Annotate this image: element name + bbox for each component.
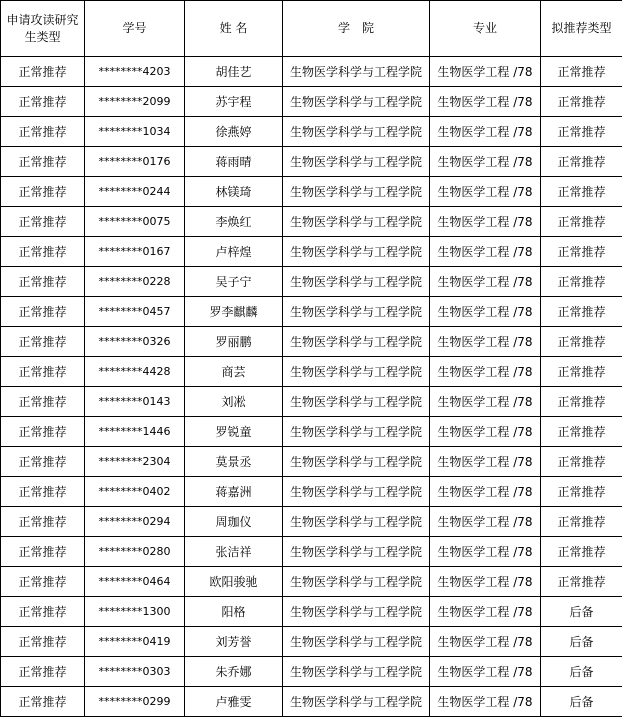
cell-school: 生物医学科学与工程学院 xyxy=(283,87,430,117)
cell-school: 生物医学科学与工程学院 xyxy=(283,147,430,177)
cell-school: 生物医学科学与工程学院 xyxy=(283,657,430,687)
cell-student-id: ********0419 xyxy=(85,627,185,657)
cell-name: 商芸 xyxy=(185,357,283,387)
cell-school: 生物医学科学与工程学院 xyxy=(283,477,430,507)
cell-major: 生物医学工程 /78 xyxy=(430,597,541,627)
cell-major: 生物医学工程 /78 xyxy=(430,237,541,267)
cell-school: 生物医学科学与工程学院 xyxy=(283,267,430,297)
table-row xyxy=(1,447,622,477)
cell-name: 刘芳誉 xyxy=(185,627,283,657)
cell-rec-type: 正常推荐 xyxy=(541,237,622,267)
cell-name: 阳格 xyxy=(185,597,283,627)
cell-major: 生物医学工程 /78 xyxy=(430,87,541,117)
cell-name: 徐燕婷 xyxy=(185,117,283,147)
cell-name: 莫景丞 xyxy=(185,447,283,477)
table-row xyxy=(1,57,622,87)
cell-name: 苏宇程 xyxy=(185,87,283,117)
cell-major: 生物医学工程 /78 xyxy=(430,417,541,447)
cell-apply-type: 正常推荐 xyxy=(1,387,85,417)
cell-apply-type: 正常推荐 xyxy=(1,507,85,537)
table-row xyxy=(1,597,622,627)
cell-major: 生物医学工程 /78 xyxy=(430,387,541,417)
cell-major: 生物医学工程 /78 xyxy=(430,147,541,177)
cell-rec-type: 正常推荐 xyxy=(541,267,622,297)
cell-student-id: ********0075 xyxy=(85,207,185,237)
table-row xyxy=(1,327,622,357)
header-name: 姓 名 xyxy=(185,1,283,57)
header-apply-type: 申请攻读研究生类型 xyxy=(1,1,85,57)
cell-rec-type: 正常推荐 xyxy=(541,537,622,567)
cell-apply-type: 正常推荐 xyxy=(1,537,85,567)
cell-apply-type: 正常推荐 xyxy=(1,117,85,147)
cell-major: 生物医学工程 /78 xyxy=(430,657,541,687)
table-header xyxy=(1,1,622,57)
table-row xyxy=(1,657,622,687)
cell-major: 生物医学工程 /78 xyxy=(430,357,541,387)
table-body xyxy=(1,57,622,717)
cell-rec-type: 正常推荐 xyxy=(541,567,622,597)
table-row xyxy=(1,267,622,297)
cell-name: 蒋嘉洲 xyxy=(185,477,283,507)
cell-student-id: ********2304 xyxy=(85,447,185,477)
cell-major: 生物医学工程 /78 xyxy=(430,327,541,357)
cell-name: 罗丽鹏 xyxy=(185,327,283,357)
cell-school: 生物医学科学与工程学院 xyxy=(283,537,430,567)
cell-name: 胡佳艺 xyxy=(185,57,283,87)
cell-apply-type: 正常推荐 xyxy=(1,627,85,657)
cell-major: 生物医学工程 /78 xyxy=(430,687,541,717)
cell-rec-type: 正常推荐 xyxy=(541,477,622,507)
cell-rec-type: 正常推荐 xyxy=(541,447,622,477)
cell-apply-type: 正常推荐 xyxy=(1,147,85,177)
cell-apply-type: 正常推荐 xyxy=(1,267,85,297)
cell-rec-type: 正常推荐 xyxy=(541,297,622,327)
cell-student-id: ********0457 xyxy=(85,297,185,327)
cell-rec-type: 正常推荐 xyxy=(541,357,622,387)
cell-apply-type: 正常推荐 xyxy=(1,357,85,387)
cell-apply-type: 正常推荐 xyxy=(1,297,85,327)
cell-student-id: ********1446 xyxy=(85,417,185,447)
header-rec-type: 拟推荐类型 xyxy=(541,1,622,57)
cell-name: 罗李麒麟 xyxy=(185,297,283,327)
table-row xyxy=(1,387,622,417)
cell-rec-type: 正常推荐 xyxy=(541,117,622,147)
cell-school: 生物医学科学与工程学院 xyxy=(283,417,430,447)
table-row xyxy=(1,207,622,237)
cell-student-id: ********4203 xyxy=(85,57,185,87)
cell-school: 生物医学科学与工程学院 xyxy=(283,597,430,627)
cell-rec-type: 正常推荐 xyxy=(541,177,622,207)
cell-major: 生物医学工程 /78 xyxy=(430,117,541,147)
cell-major: 生物医学工程 /78 xyxy=(430,507,541,537)
cell-name: 张洁祥 xyxy=(185,537,283,567)
cell-apply-type: 正常推荐 xyxy=(1,687,85,717)
cell-school: 生物医学科学与工程学院 xyxy=(283,447,430,477)
cell-student-id: ********0464 xyxy=(85,567,185,597)
table-row xyxy=(1,117,622,147)
cell-apply-type: 正常推荐 xyxy=(1,597,85,627)
cell-student-id: ********1300 xyxy=(85,597,185,627)
cell-student-id: ********0176 xyxy=(85,147,185,177)
cell-student-id: ********0167 xyxy=(85,237,185,267)
cell-name: 林镁琦 xyxy=(185,177,283,207)
cell-rec-type: 正常推荐 xyxy=(541,327,622,357)
cell-rec-type: 后备 xyxy=(541,597,622,627)
cell-student-id: ********0280 xyxy=(85,537,185,567)
cell-school: 生物医学科学与工程学院 xyxy=(283,207,430,237)
cell-student-id: ********0299 xyxy=(85,687,185,717)
cell-school: 生物医学科学与工程学院 xyxy=(283,177,430,207)
cell-rec-type: 后备 xyxy=(541,657,622,687)
cell-apply-type: 正常推荐 xyxy=(1,567,85,597)
cell-major: 生物医学工程 /78 xyxy=(430,627,541,657)
cell-rec-type: 正常推荐 xyxy=(541,87,622,117)
table-row xyxy=(1,87,622,117)
table-row xyxy=(1,297,622,327)
cell-school: 生物医学科学与工程学院 xyxy=(283,117,430,147)
cell-apply-type: 正常推荐 xyxy=(1,477,85,507)
cell-apply-type: 正常推荐 xyxy=(1,237,85,267)
cell-major: 生物医学工程 /78 xyxy=(430,537,541,567)
cell-student-id: ********0294 xyxy=(85,507,185,537)
cell-school: 生物医学科学与工程学院 xyxy=(283,567,430,597)
table-row xyxy=(1,567,622,597)
cell-student-id: ********0402 xyxy=(85,477,185,507)
cell-rec-type: 正常推荐 xyxy=(541,147,622,177)
table-row xyxy=(1,537,622,567)
cell-name: 卢梓煌 xyxy=(185,237,283,267)
table-row xyxy=(1,507,622,537)
cell-name: 周珈仪 xyxy=(185,507,283,537)
cell-name: 欧阳骏驰 xyxy=(185,567,283,597)
cell-student-id: ********0303 xyxy=(85,657,185,687)
header-major: 专业 xyxy=(430,1,541,57)
cell-apply-type: 正常推荐 xyxy=(1,447,85,477)
cell-school: 生物医学科学与工程学院 xyxy=(283,507,430,537)
cell-rec-type: 正常推荐 xyxy=(541,507,622,537)
cell-rec-type: 正常推荐 xyxy=(541,207,622,237)
cell-apply-type: 正常推荐 xyxy=(1,177,85,207)
cell-apply-type: 正常推荐 xyxy=(1,87,85,117)
table-row xyxy=(1,177,622,207)
cell-major: 生物医学工程 /78 xyxy=(430,177,541,207)
cell-name: 朱乔娜 xyxy=(185,657,283,687)
cell-major: 生物医学工程 /78 xyxy=(430,297,541,327)
table-row xyxy=(1,147,622,177)
cell-major: 生物医学工程 /78 xyxy=(430,447,541,477)
cell-name: 卢雅雯 xyxy=(185,687,283,717)
cell-major: 生物医学工程 /78 xyxy=(430,477,541,507)
cell-major: 生物医学工程 /78 xyxy=(430,567,541,597)
cell-major: 生物医学工程 /78 xyxy=(430,267,541,297)
cell-student-id: ********0244 xyxy=(85,177,185,207)
cell-name: 李焕红 xyxy=(185,207,283,237)
cell-school: 生物医学科学与工程学院 xyxy=(283,237,430,267)
table-row xyxy=(1,477,622,507)
cell-rec-type: 后备 xyxy=(541,687,622,717)
cell-rec-type: 正常推荐 xyxy=(541,417,622,447)
cell-student-id: ********0143 xyxy=(85,387,185,417)
cell-school: 生物医学科学与工程学院 xyxy=(283,387,430,417)
cell-school: 生物医学科学与工程学院 xyxy=(283,627,430,657)
cell-rec-type: 正常推荐 xyxy=(541,387,622,417)
cell-student-id: ********4428 xyxy=(85,357,185,387)
table-row xyxy=(1,627,622,657)
cell-rec-type: 正常推荐 xyxy=(541,57,622,87)
header-row xyxy=(1,1,622,57)
cell-name: 吴子宁 xyxy=(185,267,283,297)
cell-student-id: ********2099 xyxy=(85,87,185,117)
cell-student-id: ********1034 xyxy=(85,117,185,147)
cell-school: 生物医学科学与工程学院 xyxy=(283,327,430,357)
cell-student-id: ********0228 xyxy=(85,267,185,297)
cell-school: 生物医学科学与工程学院 xyxy=(283,687,430,717)
cell-major: 生物医学工程 /78 xyxy=(430,207,541,237)
table-row xyxy=(1,417,622,447)
cell-apply-type: 正常推荐 xyxy=(1,57,85,87)
header-school: 学 院 xyxy=(283,1,430,57)
cell-apply-type: 正常推荐 xyxy=(1,417,85,447)
table-row xyxy=(1,357,622,387)
cell-name: 刘凇 xyxy=(185,387,283,417)
cell-school: 生物医学科学与工程学院 xyxy=(283,57,430,87)
cell-apply-type: 正常推荐 xyxy=(1,207,85,237)
cell-name: 罗锐童 xyxy=(185,417,283,447)
cell-school: 生物医学科学与工程学院 xyxy=(283,357,430,387)
cell-school: 生物医学科学与工程学院 xyxy=(283,297,430,327)
cell-apply-type: 正常推荐 xyxy=(1,327,85,357)
header-student-id: 学号 xyxy=(85,1,185,57)
cell-rec-type: 后备 xyxy=(541,627,622,657)
table-row xyxy=(1,687,622,717)
table-row xyxy=(1,237,622,267)
cell-name: 蒋雨晴 xyxy=(185,147,283,177)
cell-apply-type: 正常推荐 xyxy=(1,657,85,687)
cell-student-id: ********0326 xyxy=(85,327,185,357)
cell-major: 生物医学工程 /78 xyxy=(430,57,541,87)
